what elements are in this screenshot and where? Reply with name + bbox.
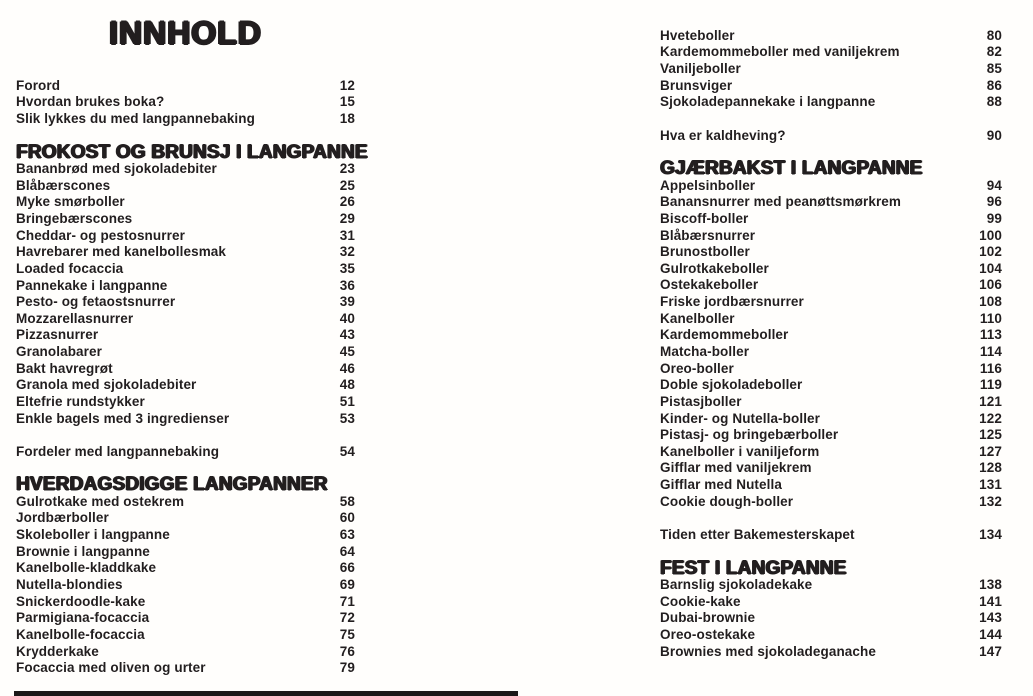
toc-entry-page-number: 134 [979, 527, 1002, 543]
toc-entry-page-number: 143 [979, 610, 1002, 626]
clipped-next-page-line [14, 691, 518, 696]
toc-row [660, 260, 1002, 277]
toc-row [16, 526, 355, 543]
toc-entry-page-number: 113 [979, 327, 1002, 343]
toc-row [16, 77, 355, 94]
toc-entry-label: Skoleboller i langpanne [16, 527, 170, 543]
page-title: INNHOLD [109, 15, 262, 51]
toc-row [660, 227, 1002, 244]
toc-row [660, 177, 1002, 194]
toc-entry-label: Cheddar- og pestosnurrer [16, 227, 185, 243]
toc-entry-page-number: 99 [986, 210, 1002, 226]
toc-entry-label: Fordeler med langpannebaking [16, 443, 220, 459]
section-heading: FEST I LANGPANNE [660, 557, 847, 579]
toc-row [16, 493, 355, 510]
toc-entry-page-number: 104 [979, 260, 1002, 276]
toc-entry-page-number: 85 [986, 61, 1002, 77]
toc-entry-label: Blåbærscones [16, 177, 111, 193]
toc-entry-label: Brunostboller [660, 244, 750, 260]
toc-entry-page-number: 46 [339, 360, 355, 376]
toc-entry-label: Friske jordbærsnurrer [660, 294, 804, 310]
toc-row [16, 277, 355, 294]
toc-entry-label: Brunsviger [660, 77, 733, 93]
toc-row [660, 27, 1002, 44]
toc-entry-page-number: 66 [339, 560, 355, 576]
toc-row [16, 94, 355, 111]
section-heading: HVERDAGSDIGGE LANGPANNER [16, 474, 328, 496]
toc-row [660, 526, 1002, 543]
toc-row [660, 426, 1002, 443]
toc-row [660, 360, 1002, 377]
toc-entry-label: Hveteboller [660, 27, 735, 43]
toc-entry-label: Blåbærsnurrer [660, 227, 756, 243]
spacer [660, 510, 1002, 527]
toc-entry-page-number: 108 [979, 294, 1002, 310]
toc-row [660, 327, 1002, 344]
toc-row [16, 659, 355, 676]
toc-entry-label: Dubai-brownie [660, 610, 756, 626]
toc-row [16, 310, 355, 327]
toc-entry-label: Pesto- og fetaostsnurrer [16, 294, 176, 310]
toc-row [660, 476, 1002, 493]
toc-entry-page-number: 43 [339, 327, 355, 343]
toc-row [660, 44, 1002, 61]
toc-entry-label: Biscoff-boller [660, 210, 749, 226]
toc-entry-label: Krydderkake [16, 643, 99, 659]
toc-entry-page-number: 121 [979, 393, 1002, 409]
toc-entry-page-number: 29 [339, 210, 355, 226]
toc-row [660, 343, 1002, 360]
toc-entry-label: Gifflar med Nutella [660, 477, 782, 493]
toc-entry-page-number: 127 [979, 443, 1002, 459]
toc-entry-page-number: 32 [339, 244, 355, 260]
toc-row [660, 410, 1002, 427]
toc-row [16, 393, 355, 410]
toc-row [660, 493, 1002, 510]
toc-row [16, 343, 355, 360]
toc-row [16, 560, 355, 577]
toc-row [16, 377, 355, 394]
toc-entry-label: Barnslig sjokoladekake [660, 576, 813, 592]
right-column [660, 0, 1002, 659]
toc-row [16, 610, 355, 627]
toc-row [660, 127, 1002, 144]
toc-row [16, 110, 355, 127]
toc-entry-page-number: 18 [339, 111, 355, 127]
toc-entry-page-number: 122 [979, 410, 1002, 426]
toc-entry-label: Eltefrie rundstykker [16, 393, 145, 409]
toc-entry-page-number: 36 [339, 277, 355, 293]
toc-entry-label: Brownies med sjokoladeganache [660, 643, 876, 659]
right-column-top-spacer [660, 0, 1002, 27]
toc-row [16, 243, 355, 260]
toc-entry-page-number: 86 [986, 77, 1002, 93]
toc-row [16, 177, 355, 194]
toc-row [660, 443, 1002, 460]
toc-entry-label: Pistasjboller [660, 393, 742, 409]
toc-entry-label: Oreo-boller [660, 360, 734, 376]
toc-row [660, 609, 1002, 626]
toc-entry-page-number: 116 [979, 360, 1002, 376]
toc-row [16, 443, 355, 460]
toc-entry-page-number: 100 [979, 227, 1002, 243]
toc-entry-label: Granolabarer [16, 344, 102, 360]
toc-entry-label: Kardemommeboller [660, 327, 789, 343]
toc-entry-page-number: 71 [339, 593, 355, 609]
toc-entry-page-number: 12 [339, 77, 355, 93]
toc-entry-page-number: 128 [979, 460, 1002, 476]
toc-entry-page-number: 119 [979, 377, 1002, 393]
toc-entry-label: Pistasj- og bringebærboller [660, 427, 839, 443]
title-spacer [16, 50, 355, 77]
toc-entry-page-number: 132 [979, 493, 1002, 509]
toc-entry-label: Kanelbolle-kladdkake [16, 560, 157, 576]
toc-entry-label: Nutella-blondies [16, 577, 123, 593]
toc-entry-page-number: 102 [979, 244, 1002, 260]
toc-entry-page-number: 125 [979, 427, 1002, 443]
toc-entry-label: Kanelbolle-focaccia [16, 626, 145, 642]
toc-row [16, 643, 355, 660]
toc-entry-label: Hva er kaldheving? [660, 127, 786, 143]
toc-row [16, 410, 355, 427]
toc-row [16, 260, 355, 277]
toc-row [16, 510, 355, 527]
toc-entry-label: Vaniljeboller [660, 61, 741, 77]
left-column-body [16, 77, 368, 676]
toc-entry-label: Jordbærboller [16, 510, 109, 526]
toc-entry-page-number: 25 [339, 177, 355, 193]
toc-row [16, 293, 355, 310]
toc-row [16, 210, 355, 227]
toc-entry-label: Myke smørboller [16, 194, 125, 210]
toc-entry-label: Pannekake i langpanne [16, 277, 168, 293]
toc-entry-page-number: 72 [339, 610, 355, 626]
toc-row [16, 593, 355, 610]
toc-entry-page-number: 138 [979, 576, 1002, 592]
toc-entry-label: Pizzasnurrer [16, 327, 99, 343]
toc-row [660, 277, 1002, 294]
toc-entry-page-number: 23 [339, 161, 355, 177]
right-column-body [660, 27, 1002, 659]
toc-entry-page-number: 26 [339, 194, 355, 210]
spacer [660, 543, 1002, 560]
toc-entry-page-number: 69 [339, 577, 355, 593]
toc-entry-page-number: 39 [339, 294, 355, 310]
toc-row [660, 193, 1002, 210]
toc-entry-label: Havrebarer med kanelbollesmak [16, 244, 227, 260]
toc-row [16, 327, 355, 344]
toc-row [660, 576, 1002, 593]
toc-entry-label: Hvordan brukes boka? [16, 94, 165, 110]
toc-entry-label: Brownie i langpanne [16, 543, 150, 559]
toc-entry-page-number: 75 [339, 626, 355, 642]
toc-entry-label: Slik lykkes du med langpannebaking [16, 111, 255, 127]
toc-entry-label: Parmigiana-focaccia [16, 610, 150, 626]
toc-row [16, 626, 355, 643]
toc-entry-page-number: 51 [339, 393, 355, 409]
toc-entry-label: Focaccia med oliven og urter [16, 660, 206, 676]
toc-entry-page-number: 40 [339, 310, 355, 326]
toc-entry-label: Kardemommeboller med vaniljekrem [660, 44, 900, 60]
toc-entry-page-number: 64 [339, 543, 355, 559]
toc-entry-page-number: 80 [986, 27, 1002, 43]
toc-entry-label: Kanelboller i vaniljeform [660, 443, 820, 459]
toc-row [16, 227, 355, 244]
toc-entry-page-number: 141 [979, 593, 1002, 609]
spacer [660, 110, 1002, 127]
toc-row [660, 393, 1002, 410]
toc-entry-page-number: 144 [979, 626, 1002, 642]
toc-row [16, 160, 355, 177]
toc-entry-label: Kinder- og Nutella-boller [660, 410, 821, 426]
toc-entry-label: Cookie dough-boller [660, 493, 794, 509]
toc-entry-label: Banansnurrer med peanøttsmørkrem [660, 194, 902, 210]
toc-row [660, 210, 1002, 227]
toc-row [660, 643, 1002, 660]
toc-entry-page-number: 58 [339, 493, 355, 509]
toc-entry-label: Bakt havregrøt [16, 360, 113, 376]
toc-entry-page-number: 54 [339, 443, 355, 459]
toc-row [16, 576, 355, 593]
toc-entry-page-number: 45 [339, 344, 355, 360]
toc-row [16, 360, 355, 377]
toc-entry-label: Bananbrød med sjokoladebiter [16, 161, 217, 177]
toc-row [660, 243, 1002, 260]
toc-entry-label: Kanelboller [660, 310, 735, 326]
toc-entry-page-number: 88 [986, 94, 1002, 110]
toc-entry-label: Mozzarellasnurrer [16, 310, 134, 326]
toc-entry-page-number: 106 [979, 277, 1002, 293]
section-heading: GJÆRBAKST I LANGPANNE [660, 158, 923, 180]
toc-entry-page-number: 114 [979, 343, 1002, 359]
toc-entry-label: Gulrotkakeboller [660, 260, 769, 276]
toc-row [16, 543, 355, 560]
toc-entry-page-number: 53 [339, 410, 355, 426]
toc-entry-label: Loaded focaccia [16, 260, 124, 276]
toc-entry-label: Bringebærscones [16, 210, 133, 226]
toc-entry-label: Snickerdoodle-kake [16, 593, 146, 609]
toc-entry-label: Enkle bagels med 3 ingredienser [16, 410, 230, 426]
toc-entry-label: Gulrotkake med ostekrem [16, 493, 185, 509]
toc-entry-page-number: 131 [979, 477, 1002, 493]
toc-entry-label: Cookie-kake [660, 593, 741, 609]
toc-row [660, 60, 1002, 77]
toc-row [660, 626, 1002, 643]
toc-entry-label: Doble sjokoladeboller [660, 377, 803, 393]
left-column [16, 0, 368, 676]
toc-entry-label: Matcha-boller [660, 343, 750, 359]
spacer [16, 426, 355, 443]
toc-entry-page-number: 63 [339, 527, 355, 543]
toc-row [16, 193, 355, 210]
toc-row [660, 94, 1002, 111]
section-heading: FROKOST OG BRUNSJ I LANGPANNE [16, 141, 368, 163]
toc-entry-page-number: 110 [979, 310, 1002, 326]
toc-entry-page-number: 60 [339, 510, 355, 526]
toc-entry-label: Oreo-ostekake [660, 626, 756, 642]
toc-entry-page-number: 76 [339, 643, 355, 659]
toc-entry-page-number: 96 [986, 194, 1002, 210]
toc-row [660, 460, 1002, 477]
toc-row [660, 77, 1002, 94]
toc-entry-label: Tiden etter Bakemesterskapet [660, 527, 855, 543]
toc-entry-label: Forord [16, 77, 61, 93]
toc-row [660, 293, 1002, 310]
toc-entry-page-number: 82 [986, 44, 1002, 60]
toc-entry-page-number: 35 [339, 260, 355, 276]
toc-entry-label: Sjokoladepannekake i langpanne [660, 94, 876, 110]
toc-entry-page-number: 48 [339, 377, 355, 393]
toc-entry-label: Granola med sjokoladebiter [16, 377, 197, 393]
toc-entry-label: Ostekakeboller [660, 277, 759, 293]
toc-entry-page-number: 15 [339, 94, 355, 110]
toc-row [660, 310, 1002, 327]
toc-entry-label: Appelsinboller [660, 177, 756, 193]
toc-row [660, 593, 1002, 610]
toc-entry-page-number: 94 [986, 177, 1002, 193]
toc-entry-page-number: 90 [986, 127, 1002, 143]
toc-entry-page-number: 147 [979, 643, 1002, 659]
toc-entry-page-number: 79 [339, 660, 355, 676]
toc-entry-label: Gifflar med vaniljekrem [660, 460, 812, 476]
toc-entry-page-number: 31 [339, 227, 355, 243]
toc-row [660, 376, 1002, 393]
